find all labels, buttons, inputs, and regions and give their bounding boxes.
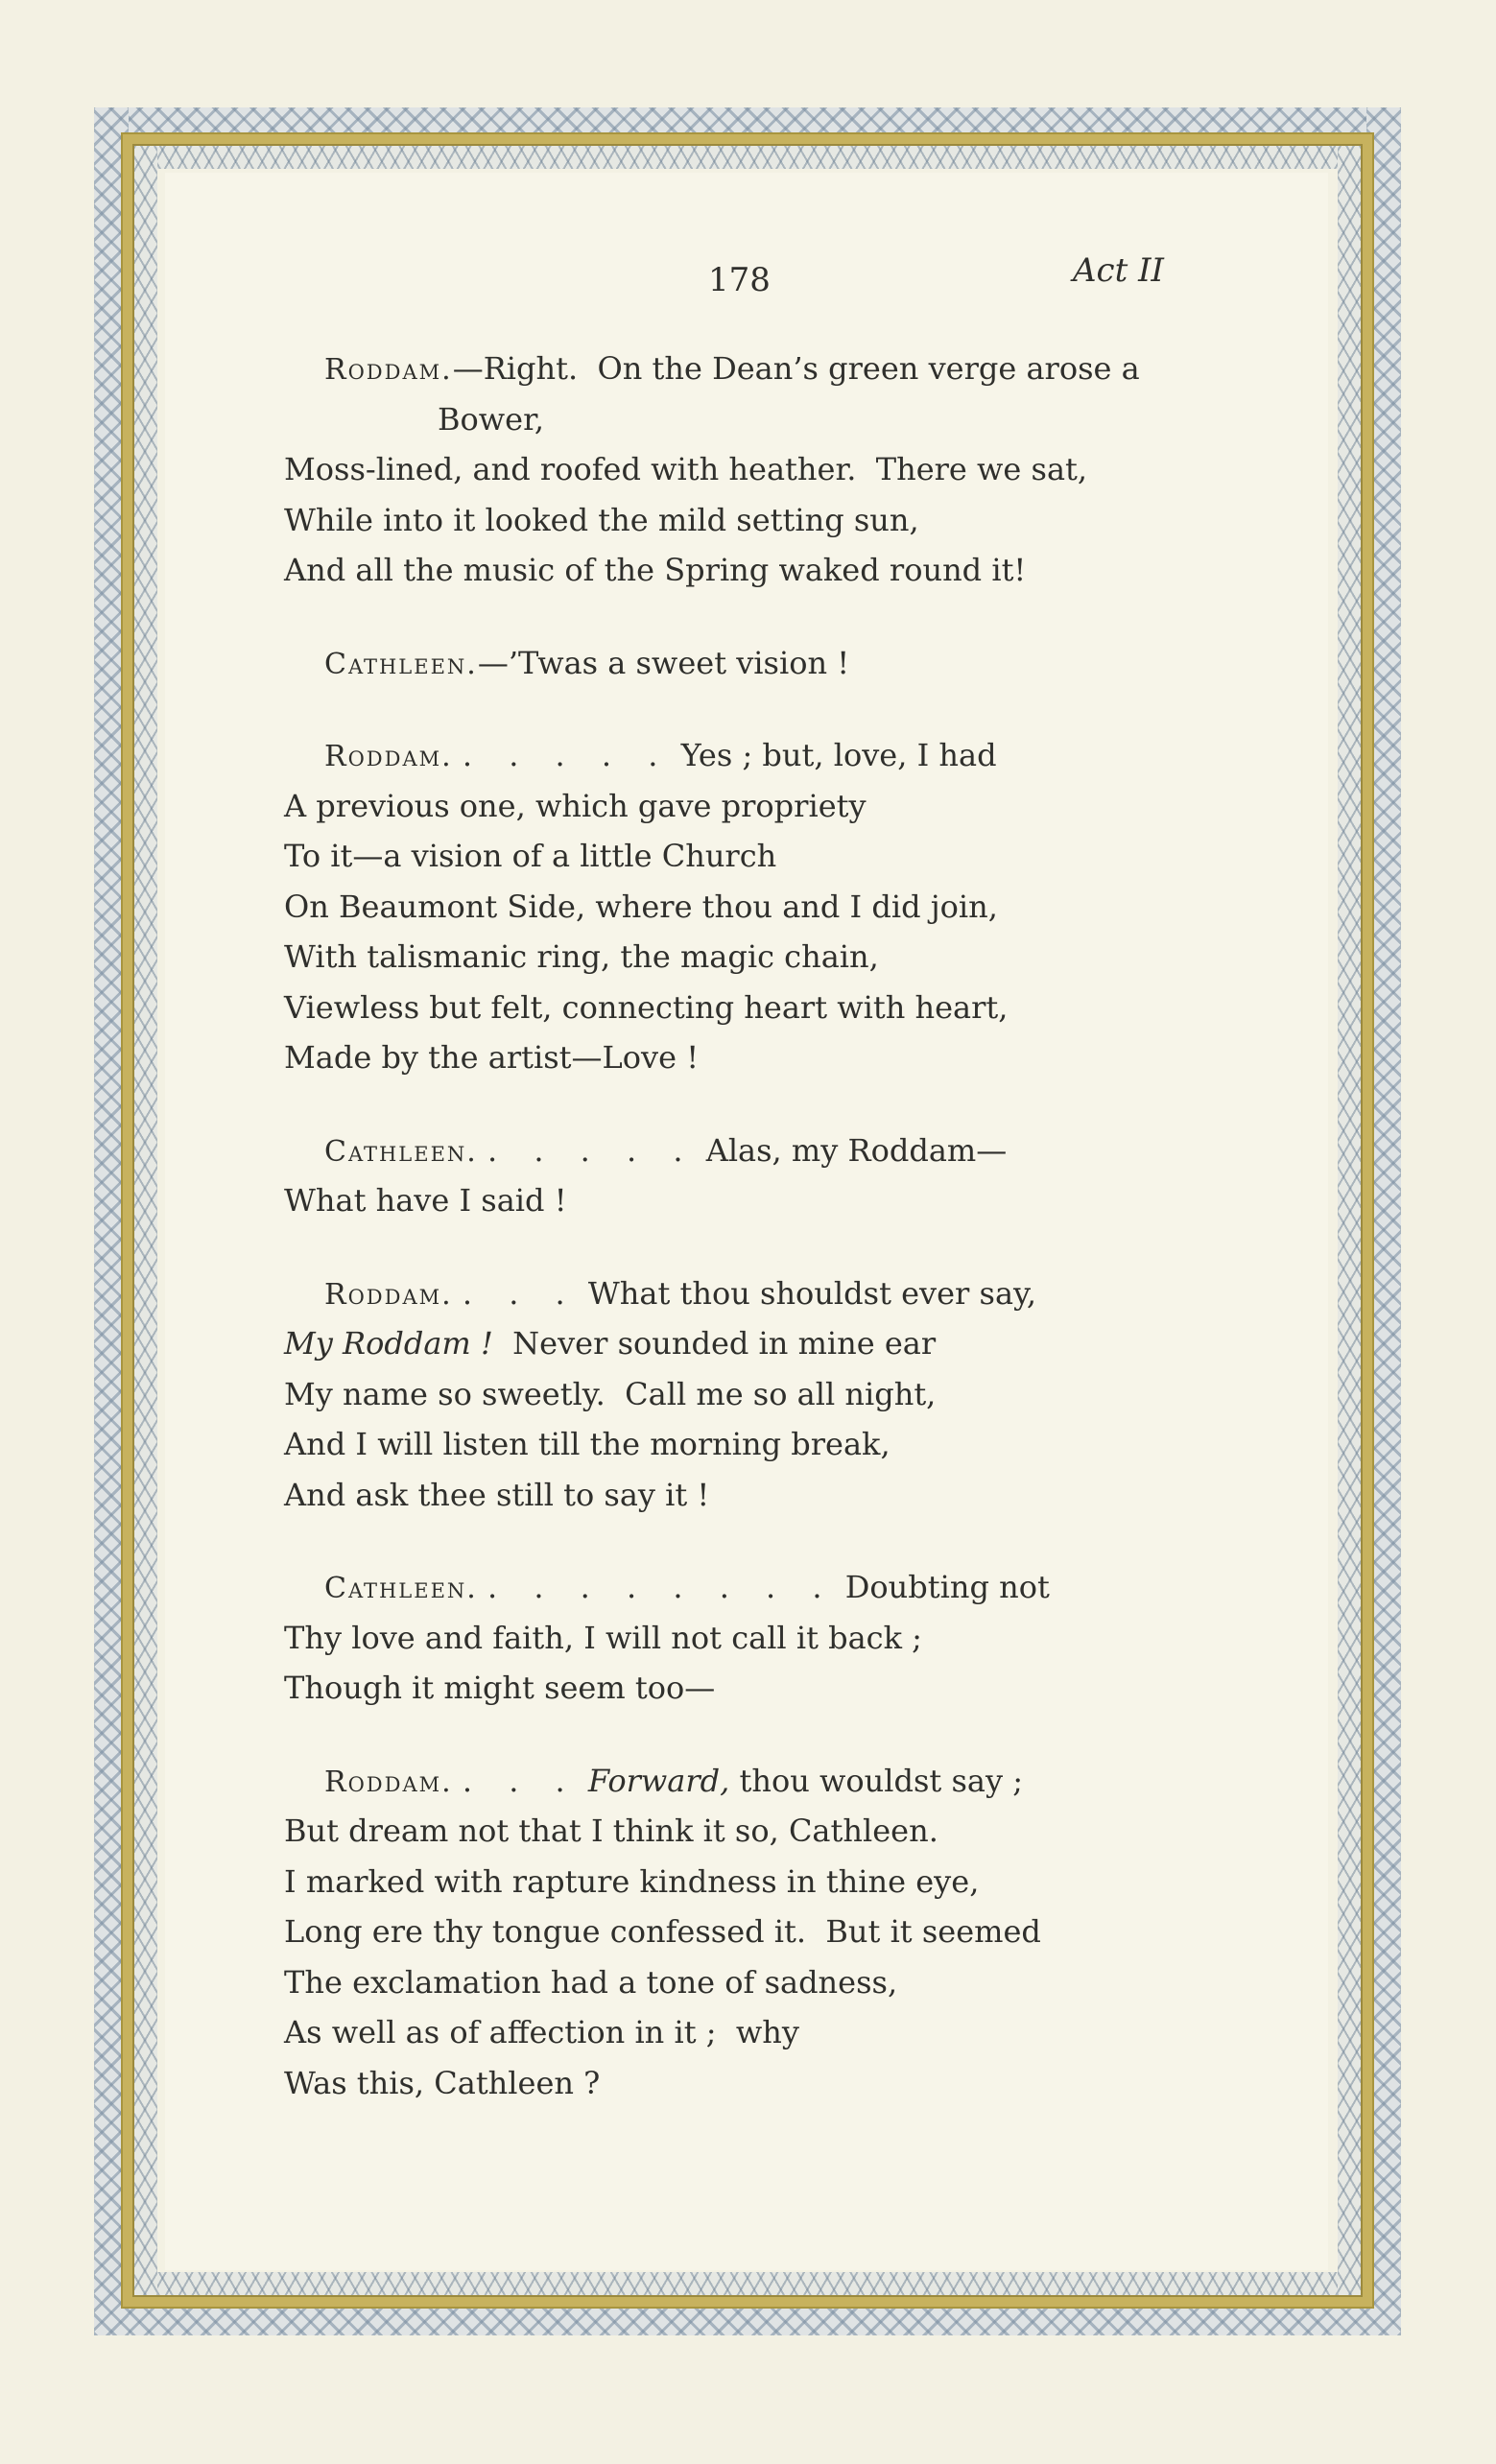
verse-line: But dream not that I think it so, Cathleen. [284, 1812, 938, 1849]
verse-line: On Beaumont Side, where thou and I did join, [284, 888, 998, 925]
speaker-name: Roddam. [324, 1277, 453, 1312]
verse-line: And I will listen till the morning break, [284, 1426, 890, 1462]
verse-line: Thy love and faith, I will not call it back ; [284, 1619, 922, 1656]
dot-leader: . . . . . . . . [487, 1569, 836, 1605]
italic-phrase: My Roddam ! [284, 1325, 493, 1362]
verse-line: And ask thee still to say it ! [284, 1476, 710, 1513]
verse-line: The exclamation had a tone of sadness, [284, 1963, 898, 2001]
verse-line: Alas, my Roddam— [705, 1131, 1008, 1169]
verse-line: Yes ; but, love, I had [680, 737, 997, 773]
speaker-name: Cathleen. [324, 1134, 478, 1169]
dot-leader: . . . [462, 1762, 579, 1799]
speech-line [284, 730, 1244, 781]
dot-leader: . . . . . [462, 737, 672, 773]
speaker-name: Cathleen. [324, 647, 478, 681]
verse-line: Viewless but felt, connecting heart with heart, [284, 988, 1009, 1026]
dot-leader: . . . . . [487, 1131, 697, 1169]
verse-line: What thou shouldst ever say, [587, 1274, 1037, 1312]
speech-line [284, 1756, 1244, 1807]
verse-line: Was this, Cathleen ? [284, 2064, 601, 2101]
act-label: Act II [1073, 251, 1164, 290]
verse-line: While into it looked the mild setting sun, [284, 501, 919, 538]
verse-line: Moss-lined, and roofed with heather. There we sat, [284, 451, 1088, 487]
verse-line: Made by the artist—Love ! [284, 1039, 700, 1076]
italic-phrase: Forward, [587, 1762, 730, 1799]
speaker-name: Cathleen. [324, 1572, 478, 1605]
verse-line: ’Twas a sweet vision ! [508, 644, 850, 681]
speaker-name: Roddam. [324, 353, 453, 387]
verse-line: What have I said ! [284, 1182, 567, 1219]
page-number: 178 [708, 261, 771, 299]
speech-line [284, 1125, 1244, 1176]
speaker-name: Roddam. [324, 1765, 453, 1799]
speech-line [284, 1268, 1244, 1319]
speaker-name: Roddam. [324, 740, 453, 773]
verse-line: I marked with rapture kindness in thine eye, [284, 1862, 980, 1900]
verse-line: With talismanic ring, the magic chain, [284, 938, 879, 975]
verse-line: Long ere thy tongue confessed it. But it seemed [284, 1913, 1041, 1950]
verse-line: Bower, [438, 400, 545, 438]
verse-line: Right. On the Dean’s green verge arose a [483, 350, 1140, 387]
verse-line: thou wouldst say ; [729, 1762, 1023, 1799]
verse-text [284, 344, 1244, 2108]
verse-line: A previous one, which gave propriety [284, 787, 867, 824]
dot-leader: . . . [462, 1274, 579, 1312]
speech-line [284, 1562, 1244, 1613]
verse-line: And all the music of the Spring waked round it! [284, 552, 1027, 588]
verse-line: To it—a vision of a little Church [284, 838, 777, 874]
speech-line: Roddam.—Right. On the Dean’s green verge arose a [324, 350, 1140, 387]
verse-line: Though it might seem too— [284, 1670, 716, 1706]
verse-line: My Roddam ! Never sounded in mine ear [284, 1325, 937, 1362]
speech-line: Cathleen.—’Twas a sweet vision ! [324, 644, 850, 681]
verse-line: As well as of affection in it ; why [284, 2014, 799, 2050]
verse-line: My name so sweetly. Call me so all night, [284, 1375, 937, 1412]
verse-line: Doubting not [844, 1569, 1050, 1605]
